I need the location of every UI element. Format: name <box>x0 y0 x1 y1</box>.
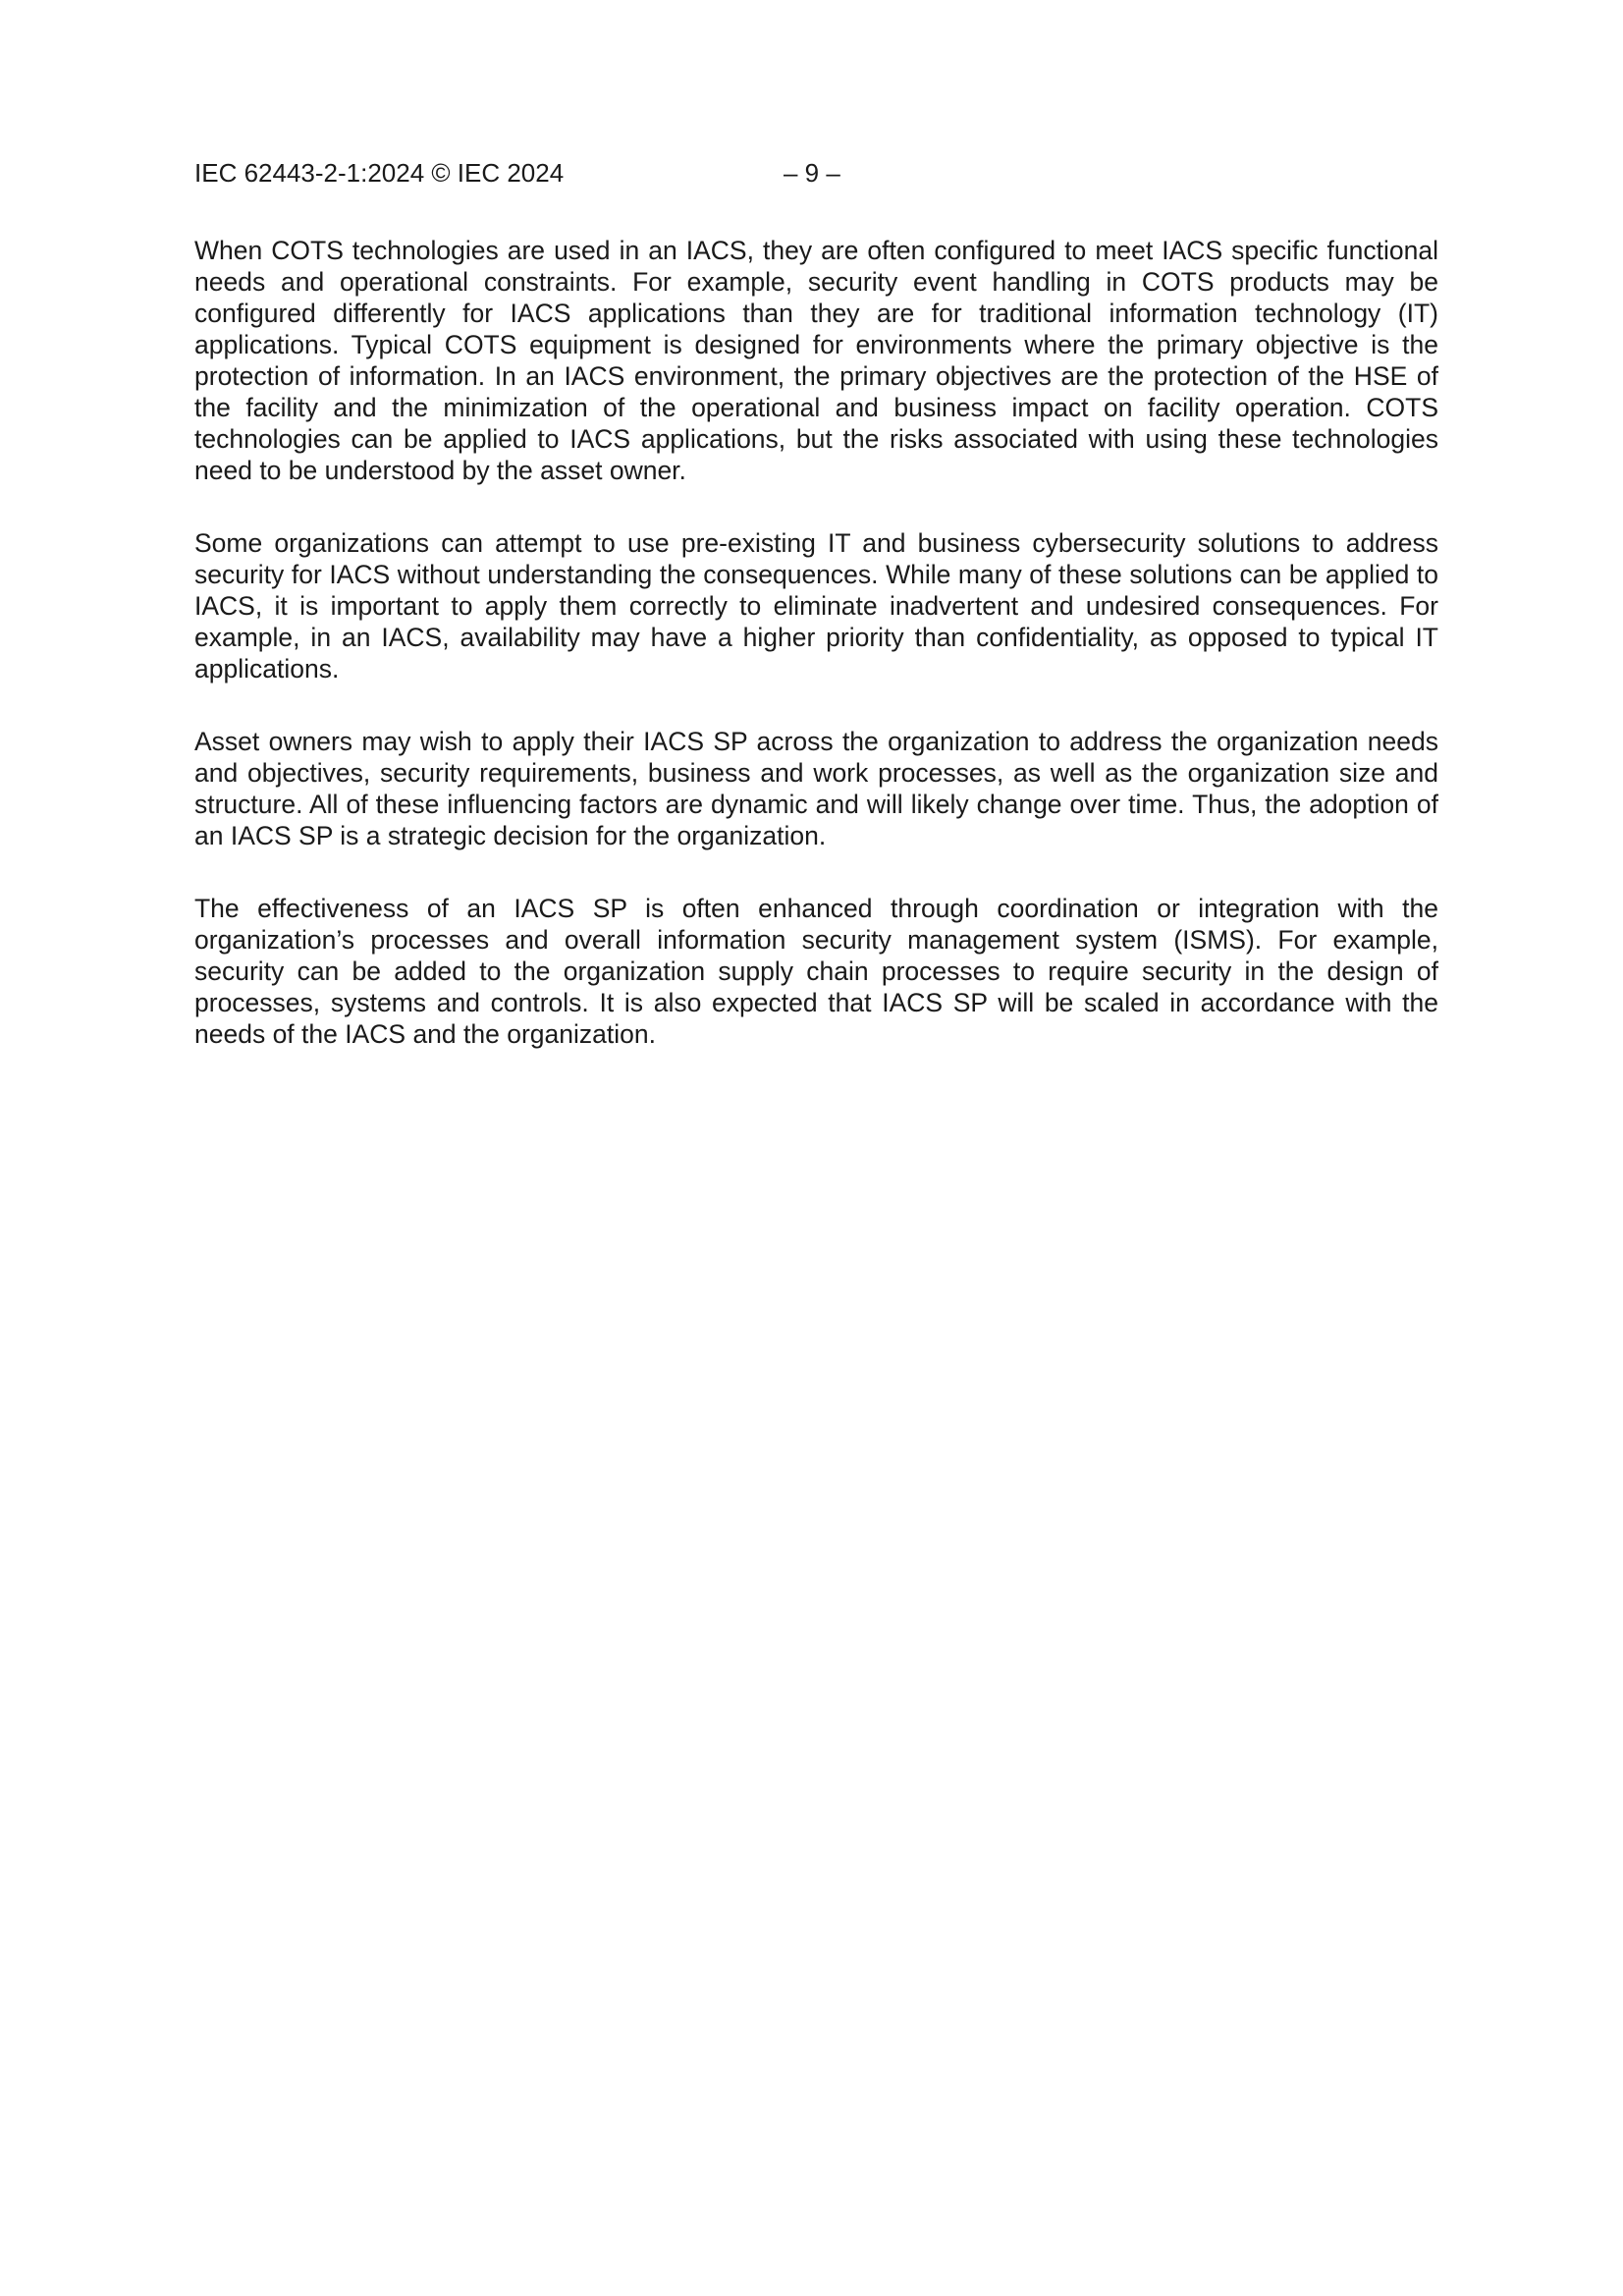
paragraph: When COTS technologies are used in an IACS, they are often configured to meet IACS specific functional needs and operational constraints. For example, security event handling in COTS products may be configured differently for IACS applications than they are for traditional information technology (IT) applications. Typical COTS equipment is designed for environments where the primary objective is the protection of information. In an IACS environment, the primary objectives are the protection of the HSE of the facility and the minimization of the operational and business impact on facility operation. COTS technologies can be applied to IACS applications, but the risks associated with using these technologies need to be understood by the asset owner. <box>194 236 1438 485</box>
page-number: – 9 – <box>784 158 840 188</box>
paragraph: The effectiveness of an IACS SP is often enhanced through coordination or integration with the organization’s processes and overall information security management system (ISMS). For example, security can be added to the organization supply chain processes to require security in the design of processes, systems and controls. It is also expected that IACS SP will be scaled in accordance with the needs of the IACS and the organization. <box>194 894 1438 1049</box>
document-id: IEC 62443-2-1:2024 © IEC 2024 <box>194 158 565 188</box>
body-text <box>194 235 1438 1091</box>
page-header <box>194 155 1438 191</box>
paragraph: Asset owners may wish to apply their IACS SP across the organization to address the organization needs and objectives, security requirements, business and work processes, as well as the organization size and structure. All of these influencing factors are dynamic and will likely change over time. Thus, the adoption of an IACS SP is a strategic decision for the organization. <box>194 727 1438 850</box>
paragraph: Some organizations can attempt to use pre-existing IT and business cybersecurity solutions to address security for IACS without understanding the consequences. While many of these solutions can be applied to IACS, it is important to apply them correctly to eliminate inadvertent and undesired consequences. For example, in an IACS, availability may have a higher priority than confidentiality, as opposed to typical IT applications. <box>194 528 1438 683</box>
